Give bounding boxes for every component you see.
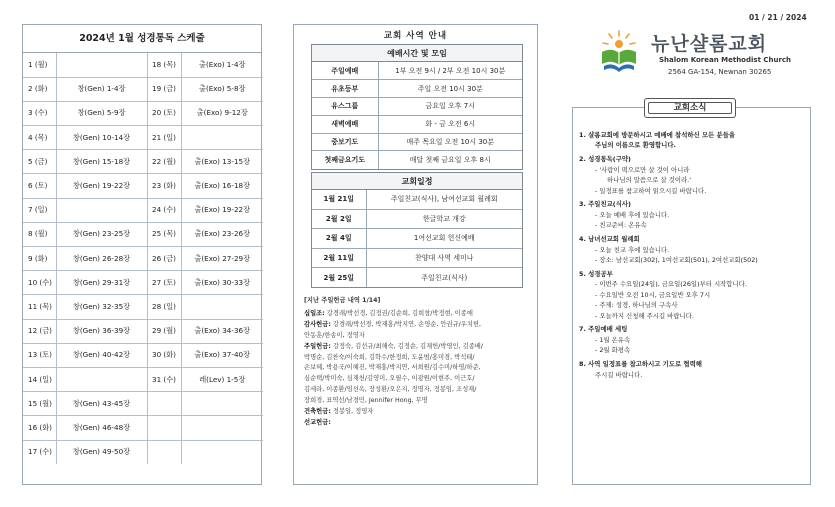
schedule-row [23,343,263,367]
event-row [312,268,522,287]
schedule-day-cell: 17 (수) [23,440,56,464]
schedule-reading-cell: 창(Gen) 19-22장 [56,174,147,198]
schedule-day-cell: 23 (화) [147,174,181,198]
events-box [311,172,523,288]
schedule-reading-cell: 창(Gen) 5-9장 [56,101,147,125]
schedule-reading-cell: 출(Exo) 16-18장 [181,174,263,198]
church-news-panel [572,103,811,485]
service-name: 유스그룹 [312,98,378,116]
service-time: 화 - 금 오전 6시 [378,115,522,133]
event-date: 2월 4일 [312,229,366,248]
schedule-row [23,126,263,150]
news-item-line: - 오늘 친교 후에 있습니다. [595,245,670,254]
schedule-day-cell: 7 (일) [23,198,56,222]
schedule-day-cell: 22 (월) [147,150,181,174]
reading-schedule-panel [22,24,262,485]
thanks-line: 안동훈/한송이, 정영자 [304,331,365,339]
news-item-line: 주시길 바랍니다. [595,370,643,379]
schedule-day-cell: 16 (화) [23,416,56,440]
schedule-day-cell: 8 (월) [23,222,56,246]
event-date: 2월 11일 [312,248,366,267]
news-item [579,154,807,196]
schedule-reading-cell: 레(Lev) 1-5장 [181,367,263,391]
schedule-reading-cell: 창(Gen) 10-14장 [56,126,147,150]
event-date: 2월 2일 [312,209,366,228]
news-item-line: - 일정표를 참고하여 읽으시길 바랍니다. [595,186,707,195]
news-item [579,234,807,265]
services-header: 예배시간 및 모임 [312,45,522,62]
schedule-day-cell: 26 (금) [147,247,181,271]
guide-title: 교회 사역 안내 [383,31,448,41]
schedule-title: 2024년 1월 성경통독 스케줄 [23,25,261,53]
event-text: 찬양대 사역 세미나 [366,248,522,267]
schedule-reading-cell: 출(Exo) 19-22장 [181,198,263,222]
schedule-reading-cell: 창(Gen) 26-28장 [56,247,147,271]
thanks-label: 감사헌금: [304,320,331,328]
church-logo-icon [598,28,640,74]
schedule-reading-cell: 창(Gen) 15-18장 [56,150,147,174]
news-item [579,130,807,151]
schedule-day-cell: 2 (화) [23,77,56,101]
schedule-day-cell: 9 (화) [23,247,56,271]
schedule-row [23,319,263,343]
event-text: 주일친교(식사), 남여선교회 월례회 [366,190,522,209]
news-item-line: - 오늘까지 신청해 주시길 바랍니다. [595,311,694,320]
schedule-reading-cell [181,440,263,464]
news-item [579,269,807,321]
schedule-reading-cell: 출(Exo) 37-40장 [181,343,263,367]
schedule-reading-cell: 창(Gen) 32-35장 [56,295,147,319]
service-time: 금요일 오후 7시 [378,98,522,116]
schedule-reading-cell: 출(Exo) 1-4장 [181,53,263,77]
schedule-row [23,416,263,440]
news-item-heading: 3. 주일친교(식사) [579,200,631,209]
schedule-day-cell: 27 (토) [147,271,181,295]
schedule-day-cell: 24 (수) [147,198,181,222]
service-name: 주일예배 [312,62,378,80]
events-header: 교회일정 [312,173,522,190]
service-time: 매달 첫째 금요일 오후 8시 [409,156,491,165]
schedule-reading-cell: 출(Exo) 23-26장 [181,222,263,246]
schedule-reading-cell [181,295,263,319]
building-label: 건축헌금: [304,408,331,416]
schedule-reading-cell: 창(Gen) 29-31장 [56,271,147,295]
schedule-day-cell: 28 (일) [147,295,181,319]
schedule-row [23,271,263,295]
service-name: 새벽예배 [312,115,378,133]
tithe-label: 십일조: [304,309,325,317]
schedule-row [23,247,263,271]
schedule-day-cell: 6 (토) [23,174,56,198]
church-name: 뉴난샬롬교회 [651,33,768,55]
sunday-line: 손보혜, 박용국/이혜진, 박재홍/박지연, 서희원/김수미/하영/하준, [304,364,481,372]
services-table [312,62,522,169]
news-item-line: - '사람이 떡으로만 살 것이 아니라 [595,165,690,174]
news-item-line: 하나님의 말씀으로 살 것이라.' [607,176,691,185]
schedule-day-cell: 4 (목) [23,126,56,150]
schedule-day-cell: 13 (토) [23,343,56,367]
schedule-day-cell: 21 (일) [147,126,181,150]
schedule-row [23,392,263,416]
schedule-day-cell: 20 (토) [147,101,181,125]
event-row [312,209,522,228]
service-row [312,62,522,80]
schedule-day-cell: 30 (화) [147,343,181,367]
news-item-line: - 장소: 남선교회(302), 1여선교회(501), 2여선교회(502) [595,255,758,264]
schedule-day-cell: 14 (일) [23,367,56,391]
schedule-reading-cell [181,416,263,440]
event-text: 1여선교회 헌신예배 [366,229,522,248]
service-row [312,151,522,169]
schedule-row [23,101,263,125]
schedule-row [23,198,263,222]
sunday-line: 강정숙, 김선규/최해숙, 김정순, 김재헌/박영인, 김종배/ [332,342,483,350]
schedule-day-cell: 29 (월) [147,319,181,343]
event-row [312,229,522,248]
schedule-reading-cell [56,198,147,222]
sunday-line: 장희경, 표역선/남경민, Jennifer Hong, 무명 [304,397,428,405]
sunday-line: 김세라, 이종환/임선옥, 장성환/오은지, 정명자, 정봉임, 조성재/ [304,386,477,394]
schedule-day-cell [147,392,181,416]
news-item [579,199,807,230]
schedule-day-cell [147,440,181,464]
thanks-row [304,320,532,331]
service-name: 첫째금요기도 [312,151,378,169]
thanks-line: 강경래/박선경, 박재홍/박지연, 손영순, 안권규/우치헌, [332,320,481,328]
church-address: 2564 GA-154, Newnan 30265 [668,68,772,76]
news-title: 교회소식 [644,98,736,118]
service-row [312,98,522,116]
service-row [312,115,522,133]
news-item-line: - 주제: 성경, 하나님의 구속사 [595,301,678,310]
schedule-reading-cell: 출(Exo) 30-33장 [181,271,263,295]
schedule-row [23,150,263,174]
event-date: 1월 21일 [312,190,366,209]
tithe-row [304,309,532,320]
offering-list [304,296,532,429]
schedule-reading-cell [56,53,147,77]
event-text: 한글학교 개강 [366,209,522,228]
service-name: 유초등부 [312,80,378,98]
schedule-day-cell: 31 (수) [147,367,181,391]
schedule-row [23,295,263,319]
schedule-table [23,53,263,464]
schedule-reading-cell: 출(Exo) 9-12장 [181,101,263,125]
news-list [579,130,807,383]
schedule-day-cell: 5 (금) [23,150,56,174]
bulletin-date: 01 / 21 / 2024 [749,13,807,22]
mission-row [304,418,532,429]
news-item-line: - 수요일반 오전 10시, 금요일반 오후 7시 [595,290,711,299]
schedule-reading-cell: 출(Exo) 5-8장 [181,77,263,101]
sunday-row [304,342,532,353]
sunday-line: 심순택/박미숙, 심재천/김영미, 오필수, 이광원/이현주, 이근호/ [304,375,475,383]
schedule-day-cell: 15 (월) [23,392,56,416]
sunday-label: 주일헌금: [304,342,331,350]
schedule-day-cell: 25 (목) [147,222,181,246]
schedule-reading-cell: 창(Gen) 23-25장 [56,222,147,246]
news-item-line: - 친교준비: 온유속 [595,221,647,230]
offering-title: [지난 주일헌금 내역 1/14] [304,297,381,304]
service-time: 주일 오전 10시 30분 [378,80,522,98]
events-table [312,190,522,287]
news-item-line: - 2월 화평속 [595,346,631,355]
schedule-row [23,440,263,464]
schedule-row [23,222,263,246]
schedule-day-cell [147,416,181,440]
news-item-heading: 5. 성경공부 [579,269,613,278]
service-row [312,133,522,151]
service-row [312,80,522,98]
schedule-day-cell: 10 (수) [23,271,56,295]
schedule-row [23,53,263,77]
mission-label: 선교헌금: [304,418,331,426]
schedule-day-cell: 12 (금) [23,319,56,343]
news-item-line: - 오늘 예배 후에 있습니다. [595,210,670,219]
schedule-reading-cell: 창(Gen) 1-4장 [56,77,147,101]
church-english-name: Shalom Korean Methodist Church [659,56,792,64]
schedule-reading-cell: 출(Exo) 13-15장 [181,150,263,174]
event-row [312,190,522,209]
schedule-row [23,367,263,391]
schedule-day-cell: 18 (목) [147,53,181,77]
news-item-heading: 2. 성경통독(구약) [579,155,631,164]
schedule-reading-cell [181,126,263,150]
schedule-day-cell: 3 (수) [23,101,56,125]
schedule-day-cell: 11 (목) [23,295,56,319]
news-item-line: - 이번주 수요일(24일), 금요일(26일)부터 시작합니다. [595,280,747,289]
ministry-guide-panel [293,24,538,485]
news-item-heading: 8. 사역 일정표를 참고하시고 기도로 협력해 [579,360,702,369]
service-time: 매주 목요일 오전 10시 30분 [378,133,522,151]
schedule-reading-cell: 출(Exo) 34-36장 [181,319,263,343]
schedule-reading-cell: 창(Gen) 43-45장 [56,392,147,416]
schedule-reading-cell: 출(Exo) 27-29장 [181,247,263,271]
sunday-line: 박명순, 김찬숙/이숙희, 김학수/한정희, 도윤범/홍미경, 박석태/ [304,353,475,361]
schedule-reading-cell [181,392,263,416]
building-names: 정봉임, 정영자 [332,408,374,416]
service-time: 1부 오전 9시 / 2부 오전 10시 30분 [378,62,522,80]
event-date: 2월 25일 [312,268,366,287]
news-item [579,324,807,355]
news-item-heading: 4. 남녀선교회 월례회 [579,235,640,244]
news-item-heading: 1. 샬롬교회에 방문하시고 예배에 참석하신 모든 분들을 [579,131,736,139]
tithe-names: 강경래/박선경, 김정권/김순희, 김희창/박정현, 이종애 [326,309,473,317]
schedule-reading-cell [56,367,147,391]
schedule-row [23,77,263,101]
service-name: 중보기도 [312,133,378,151]
building-row [304,407,532,418]
schedule-day-cell: 1 (월) [23,53,56,77]
event-text: 주일친교(식사) [421,273,468,282]
news-item [579,359,807,380]
schedule-reading-cell: 창(Gen) 46-48장 [56,416,147,440]
news-item-heading: 7. 주일예배 세팅 [579,325,628,334]
schedule-reading-cell: 창(Gen) 36-39장 [56,319,147,343]
services-box [311,44,523,170]
schedule-reading-cell: 창(Gen) 49-50장 [56,440,147,464]
event-row [312,248,522,267]
news-item-line: 주님의 이름으로 환영합니다. [595,141,676,150]
schedule-row [23,174,263,198]
schedule-day-cell: 19 (금) [147,77,181,101]
news-item-line: - 1월 온유속 [595,335,631,344]
schedule-reading-cell: 창(Gen) 40-42장 [56,343,147,367]
